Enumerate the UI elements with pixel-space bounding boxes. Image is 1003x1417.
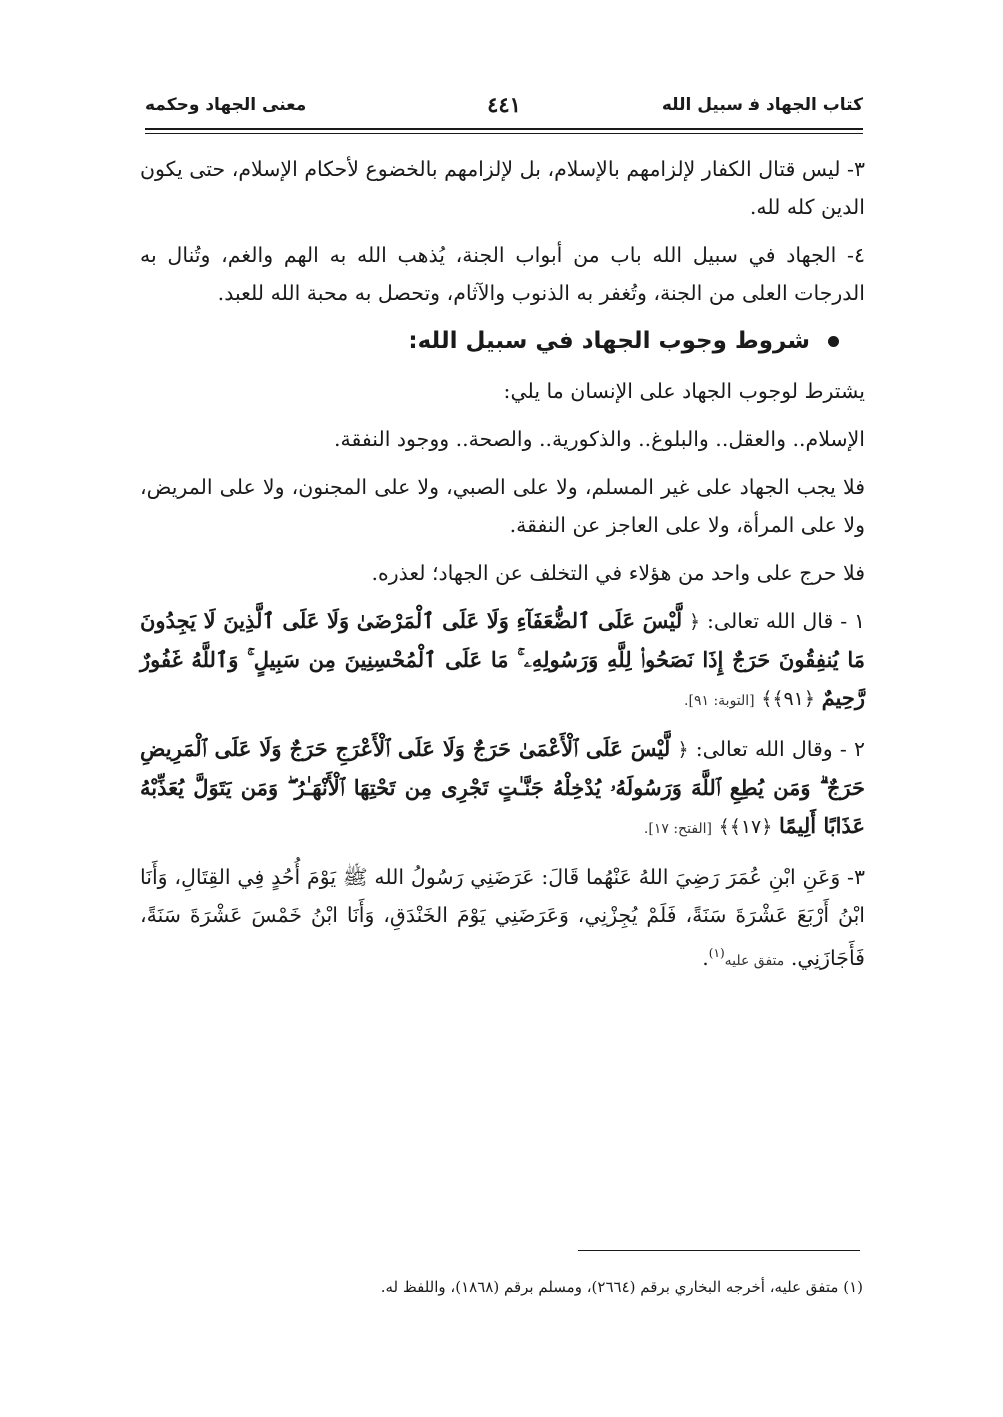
section-heading xyxy=(140,322,865,360)
hadith-text: وَعَنِ ابْنِ عُمَرَ رَضِيَ اللهُ عَنْهُما قَالَ: عَرَضَنِي رَسُولُ الله ﷺ يَوْمَ أُحُدٍ فِي القِتَالِ، وَأَنَا ابْنُ أَرْبَعَ عَشْرَةَ سَنَةً، فَلَمْ يُجِزْنِي، وَعَرَضَنِي يَوْمَ الخَنْدَقِ، وَأَنَا ابْنُ خَمْسَ عَشْرَةَ سَنَةً، فَأَجَازَنِي. xyxy=(140,865,865,970)
paragraph: فلا يجب الجهاد على غير المسلم، ولا على الصبي، ولا على المجنون، ولا على المريض، ولا على المرأة، ولا على العاجز عن النفقة. xyxy=(140,475,865,537)
chapter-title: معنى الجهاد وحكمه xyxy=(145,95,307,115)
item-text: الجهاد في سبيل الله باب من أبواب الجنة، يُذهب الله به الهم والغم، وتُنال به الدرجات العلى من الجنة، وتُغفر به الذنوب والآثام، وتحصل به محبة الله للعبد. xyxy=(140,243,865,305)
numbered-item xyxy=(140,150,865,226)
ayah-number: ﴿٩١﴾ xyxy=(772,688,816,710)
footnote: (١) متفق عليه، أخرجه البخاري برقم (٢٦٦٤)، ومسلم برقم (١٨٦٨)، واللفظ له. xyxy=(380,1278,863,1296)
evidence-intro: قال الله تعالى: xyxy=(706,609,834,633)
quran-open-bracket: ﴿ xyxy=(677,739,689,761)
evidence-number: ١ - xyxy=(840,609,865,633)
hadith-grade: متفق عليه xyxy=(724,952,785,969)
evidence-item xyxy=(140,602,865,720)
paragraph: فلا حرج على واحد من هؤلاء في التخلف عن الجهاد؛ لعذره. xyxy=(371,561,865,585)
running-header xyxy=(145,92,863,125)
evidence-intro: وقال الله تعالى: xyxy=(695,737,833,761)
verse-reference: [الفتح: ١٧]. xyxy=(643,821,713,837)
footnote-marker[interactable]: (١) xyxy=(708,946,725,960)
quran-open-bracket: ﴿ xyxy=(688,611,701,633)
evidence-item xyxy=(140,858,865,980)
page-body xyxy=(140,150,865,990)
evidence-item xyxy=(140,730,865,848)
quran-close-bracket: ﴾ xyxy=(718,816,730,838)
page-number: ٤٤١ xyxy=(487,92,521,117)
section-heading-text: شروط وجوب الجهاد في سبيل الله: xyxy=(408,328,810,354)
footnote-rule xyxy=(578,1250,860,1251)
hadith-end: . xyxy=(702,945,709,970)
quran-verse: لَّيْسَ عَلَى ٱلْأَعْمَىٰ حَرَجٌ وَلَا عَلَى ٱلْأَعْرَجِ حَرَجٌ وَلَا عَلَى ٱلْمَرِيضِ حَرَجٌ ۗ وَمَن يُطِعِ ٱللَّهَ وَرَسُولَهُۥ يُدْخِلْهُ جَنَّـٰتٍ تَجْرِى مِن تَحْتِهَا ٱلْأَنْهَـٰرُ ۖ وَمَن يَتَوَلَّ يُعَذِّبْهُ عَذَابًا أَلِيمًا xyxy=(140,736,865,838)
item-number: ٤- xyxy=(847,243,865,267)
header-rule-thick xyxy=(145,128,863,130)
paragraph: يشترط لوجوب الجهاد على الإنسان ما يلي: xyxy=(503,379,865,403)
evidence-number: ٣- xyxy=(847,865,865,889)
book-title: كتاب الجهاد ﻓ سبيل الله xyxy=(661,95,863,115)
numbered-item xyxy=(140,236,865,312)
quran-close-bracket: ﴾ xyxy=(761,688,773,710)
quran-verse: لَّيْسَ عَلَى ٱلضُّعَفَآءِ وَلَا عَلَى ٱلْمَرْضَىٰ وَلَا عَلَى ٱلَّذِينَ لَا يَجِدُونَ مَا يُنفِقُونَ حَرَجٌ إِذَا نَصَحُوا۟ لِلَّهِ وَرَسُولِهِۦ ۚ مَا عَلَى ٱلْمُحْسِنِينَ مِن سَبِيلٍ ۚ وَٱللَّهُ غَفُورٌ رَّحِيمٌ xyxy=(140,608,865,710)
paragraph: الإسلام.. والعقل.. والبلوغ.. والذكورية.. والصحة.. ووجود النفقة. xyxy=(334,427,865,451)
verse-reference: [التوبة: ٩١]. xyxy=(684,693,755,709)
item-text: ليس قتال الكفار لإلزامهم بالإسلام، بل لإلزامهم بالخضوع لأحكام الإسلام، حتى يكون الدين كله لله. xyxy=(140,157,865,219)
ayah-number: ﴿١٧﴾ xyxy=(729,816,773,838)
evidence-number: ٢ - xyxy=(839,737,865,761)
header-rule-thin xyxy=(145,133,863,134)
item-number: ٣- xyxy=(847,157,865,181)
bullet-icon xyxy=(828,336,839,347)
